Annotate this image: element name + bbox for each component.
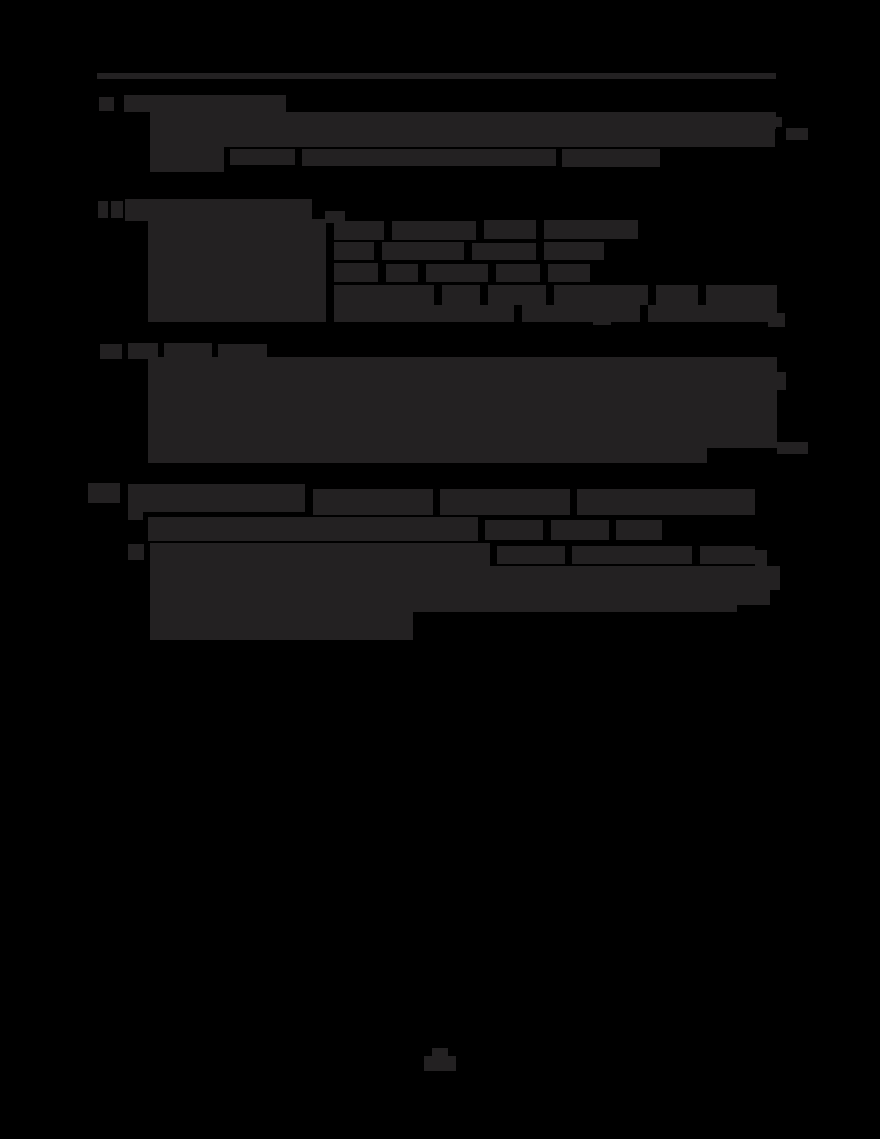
text-word-blob (484, 220, 536, 239)
text-line-blob (150, 566, 780, 590)
paragraph-end-nub (768, 313, 785, 327)
text-word-blob (472, 243, 536, 260)
text-word-blob (382, 242, 464, 260)
heading-word-blob (313, 489, 433, 515)
text-word-blob (497, 546, 565, 564)
text-word-blob (334, 285, 434, 305)
sub-item-bullet-blob (128, 544, 144, 560)
text-word-blob (496, 264, 540, 282)
page-number-blob (424, 1056, 456, 1071)
heading-tail-blob (128, 505, 143, 520)
heading-word-blob (440, 489, 570, 515)
item-number-blob (111, 201, 123, 218)
text-block-blob (148, 219, 326, 322)
text-word-blob (392, 221, 476, 240)
margin-nub (777, 372, 786, 390)
line-end-nub (776, 117, 782, 127)
item-number-blob (88, 483, 120, 503)
heading-word-blob (164, 343, 212, 359)
text-word-blob (488, 285, 546, 305)
text-line-blob (148, 448, 707, 463)
text-word-blob (706, 285, 777, 305)
text-line-blob (150, 112, 776, 129)
text-word-blob (485, 520, 543, 540)
text-word-blob (325, 211, 345, 223)
descender-mark-blob (593, 316, 611, 325)
item-number-blob (100, 344, 122, 359)
text-word-blob (562, 149, 660, 167)
text-word-blob (426, 264, 488, 282)
text-word-blob (522, 305, 640, 322)
margin-mark-blob (786, 128, 808, 140)
text-word-blob (554, 285, 648, 305)
heading-word-blob (128, 343, 158, 359)
margin-extension-blob (777, 442, 808, 454)
text-word-blob (700, 546, 755, 564)
text-word-blob (544, 242, 604, 260)
text-word-blob (334, 242, 374, 260)
text-line-blob (150, 543, 490, 566)
text-word-blob (442, 285, 480, 305)
text-word-blob (544, 220, 638, 239)
text-word-blob (230, 149, 295, 165)
heading-blob (124, 95, 286, 112)
text-line-blob (148, 517, 478, 541)
text-word-blob (656, 285, 698, 305)
text-word-blob (616, 520, 662, 540)
text-word-blob (551, 520, 609, 540)
text-line-blob (150, 612, 413, 640)
item-number-blob (99, 97, 114, 111)
top-horizontal-rule (97, 73, 776, 79)
heading-blob (128, 484, 305, 512)
text-word-blob (386, 264, 418, 282)
line-end-nub (755, 550, 767, 566)
text-word-blob (334, 221, 384, 240)
text-line-blob (150, 590, 737, 612)
item-number-blob (98, 201, 108, 218)
heading-word-blob (577, 489, 755, 515)
text-word-blob (648, 305, 777, 322)
heading-blob (125, 199, 312, 221)
text-word-blob (572, 546, 692, 564)
line-end-nub (737, 590, 770, 605)
text-block-blob (148, 357, 777, 448)
text-word-blob (334, 263, 378, 282)
text-word-blob (302, 149, 556, 166)
text-line-blob (150, 129, 775, 147)
heading-word-blob (218, 344, 267, 359)
text-word-blob (548, 264, 590, 282)
text-line-blob (150, 147, 224, 172)
page-number-blob-top (432, 1048, 448, 1056)
text-word-blob (334, 305, 514, 322)
